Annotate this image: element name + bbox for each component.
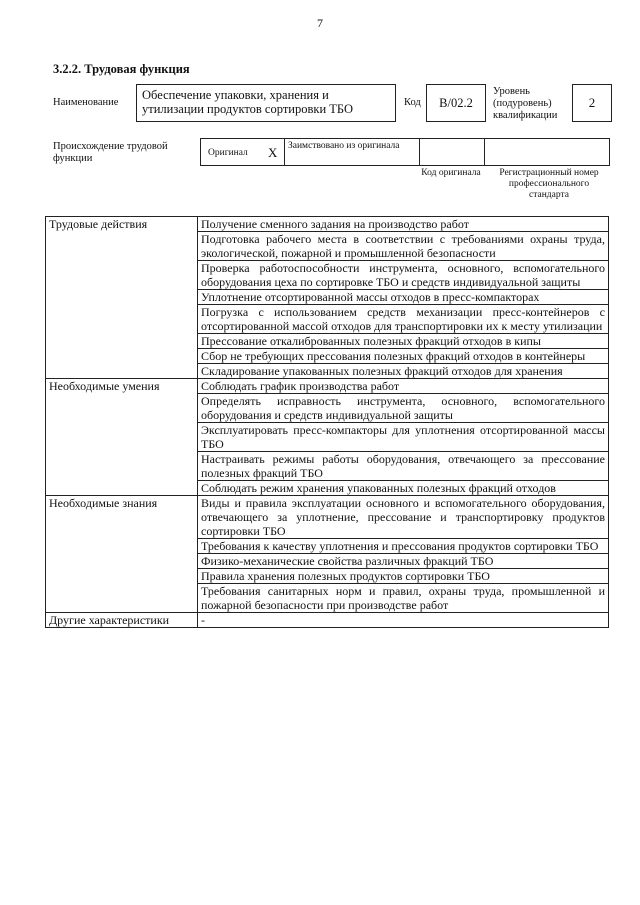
function-name: Обеспечение упаковки, хранения и утилизации продуктов сортировки ТБО	[136, 84, 396, 122]
origin-label: Происхождение трудовой функции	[53, 141, 168, 165]
divider	[284, 138, 285, 166]
category-cell: Трудовые действия	[46, 217, 198, 379]
page-number: 7	[317, 16, 323, 30]
item-cell: Виды и правила эксплуатации основного и вспомогательного оборудования, отвечающего за уплотнение, прессование и транспортировку продуктов сортировки ТБО	[198, 496, 609, 539]
section-title: 3.2.2. Трудовая функция	[53, 62, 190, 76]
item-cell: Эксплуатировать пресс-компакторы для уплотнения отсортированной массы ТБО	[198, 423, 609, 452]
item-cell: Соблюдать режим хранения упакованных полезных фракций отходов	[198, 481, 609, 496]
item-cell: Уплотнение отсортированной массы отходов в пресс-компакторах	[198, 290, 609, 305]
item-cell: Соблюдать график производства работ	[198, 379, 609, 394]
origin-box	[200, 138, 610, 166]
code-label: Код	[404, 97, 421, 108]
item-cell: Складирование упакованных полезных фракций отходов для хранения	[198, 364, 609, 379]
level-label: Уровень (подуровень) квалификации	[493, 86, 558, 122]
table-row	[46, 217, 609, 232]
item-cell: Погрузка с использованием средств механизации пресс-контейнеров с отсортированной массой отходов для транспортировки их к месту утилизации	[198, 305, 609, 334]
divider	[484, 138, 485, 166]
item-cell: Подготовка рабочего места в соответствии с требованиями охраны труда, экологической, пожарной и промышленной безопасности	[198, 232, 609, 261]
item-cell: Правила хранения полезных продуктов сортировки ТБО	[198, 569, 609, 584]
item-cell: Настраивать режимы работы оборудования, отвечающего за прессование полезных фракций ТБО	[198, 452, 609, 481]
category-cell: Другие характеристики	[46, 613, 198, 628]
item-cell: Определять исправность инструмента, основного, вспомогательного оборудования и средств индивидуальной защиты	[198, 394, 609, 423]
item-cell: -	[198, 613, 609, 628]
name-label: Наименование	[53, 97, 119, 108]
item-cell: Прессование откалиброванных полезных фракций отходов в кипы	[198, 334, 609, 349]
code-original-label: Код оригинала	[421, 168, 481, 178]
borrowed-label: Заимствовано из оригинала	[288, 141, 400, 151]
item-cell: Получение сменного задания на производство работ	[198, 217, 609, 232]
item-cell: Физико-механические свойства различных фракций ТБО	[198, 554, 609, 569]
reg-number-label: Регистрационный номер профессионального стандарта	[499, 168, 599, 200]
category-cell: Необходимые умения	[46, 379, 198, 496]
item-cell: Проверка работоспособности инструмента, основного, вспомогательного оборудования цеха по сортировке ТБО и средств индивидуальной защиты	[198, 261, 609, 290]
qualification-level: 2	[572, 84, 612, 122]
table-row	[46, 379, 609, 394]
table-row	[46, 496, 609, 539]
table-row	[46, 613, 609, 628]
item-cell: Требования к качеству уплотнения и прессования продуктов сортировки ТБО	[198, 539, 609, 554]
function-table	[45, 216, 609, 628]
item-cell: Требования санитарных норм и правил, охраны труда, промышленной и пожарной безопасности при производстве работ	[198, 584, 609, 613]
category-cell: Необходимые знания	[46, 496, 198, 613]
function-code: B/02.2	[426, 84, 486, 122]
item-cell: Сбор не требующих прессования полезных фракций отходов в контейнеры	[198, 349, 609, 364]
divider	[419, 138, 420, 166]
original-label: Оригинал	[208, 148, 248, 158]
original-mark: X	[268, 145, 278, 160]
